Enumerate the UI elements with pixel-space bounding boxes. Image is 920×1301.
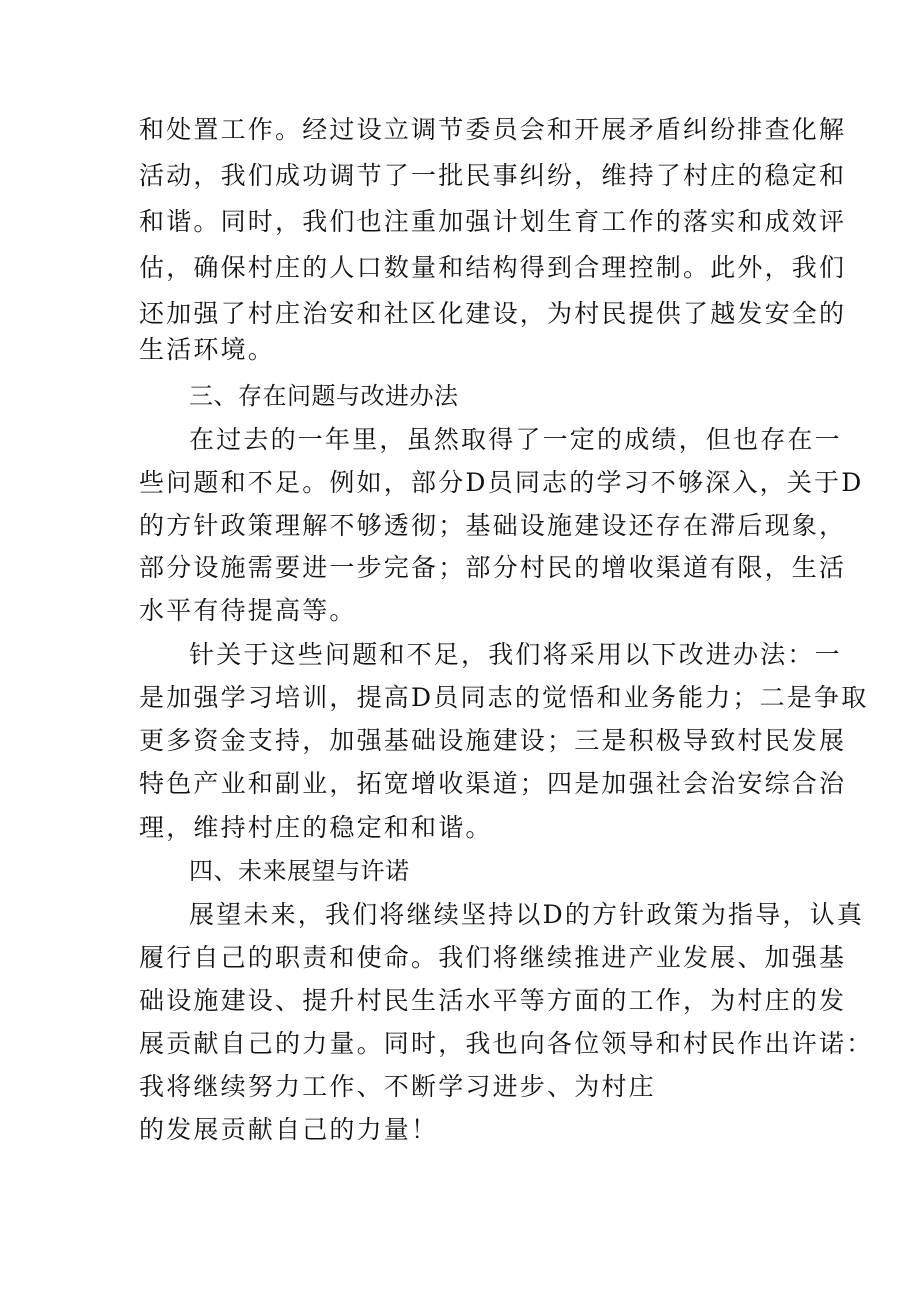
section-heading: 三、存在问题与改进办法: [189, 382, 459, 410]
paragraph-line: 更多资金支持，加强基础设施建设；三是积极导致村民发展: [139, 726, 847, 755]
closing-line: 的发展贡献自己的力量！: [139, 1115, 439, 1144]
paragraph-line: 是加强学习培训，提高D员同志的觉悟和业务能力；二是争取: [139, 683, 869, 712]
paragraph-line: 些问题和不足。例如，部分D员同志的学习不够深入，关于D: [139, 468, 864, 497]
paragraph-line: 水平有待提高等。: [139, 596, 357, 625]
paragraph-line: 在过去的一年里，虽然取得了一定的成绩，但也存在一: [189, 425, 842, 454]
paragraph-line: 展望未来，我们将继续坚持以D的方针政策为指导，认真: [189, 900, 865, 929]
paragraph-line: 部分设施需要进一步完备；部分村民的增收渠道有限，生活: [139, 553, 847, 582]
paragraph-line: 特色产业和副业，拓宽增收渠道；四是加强社会治安综合治: [139, 769, 847, 798]
paragraph-line: 估，确保村庄的人口数量和结构得到合理控制。此外，我们: [139, 253, 847, 282]
paragraph-line: 理，维持村庄的稳定和和谐。: [139, 813, 493, 842]
paragraph-line: 生活环境。: [139, 335, 276, 364]
paragraph-line: 我将继续努力工作、不断学习进步、为村庄: [139, 1072, 656, 1101]
paragraph-line: 础设施建设、提升村民生活水平等方面的工作，为村庄的发: [139, 986, 847, 1015]
paragraph-line: 的方针政策理解不够透彻；基础设施建设还存在滞后现象，: [139, 511, 847, 540]
section-heading: 四、未来展望与许诺: [189, 857, 410, 885]
paragraph-line: 履行自己的职责和使命。我们将继续推进产业发展、加强基: [139, 943, 847, 972]
paragraph-line: 还加强了村庄治安和社区化建设，为村民提供了越发安全的: [139, 299, 847, 328]
paragraph-line: 展贡献自己的力量。同时，我也向各位领导和村民作出许诺：: [139, 1029, 874, 1058]
paragraph-line: 和谐。同时，我们也注重加强计划生育工作的落实和成效评: [139, 207, 847, 236]
paragraph-line: 和处置工作。经过设立调节委员会和开展矛盾纠纷排查化解: [139, 115, 847, 144]
paragraph-line: 针关于这些问题和不足，我们将采用以下改进办法：一: [189, 640, 842, 669]
paragraph-line: 活动，我们成功调节了一批民事纠纷，维持了村庄的稳定和: [139, 161, 847, 190]
